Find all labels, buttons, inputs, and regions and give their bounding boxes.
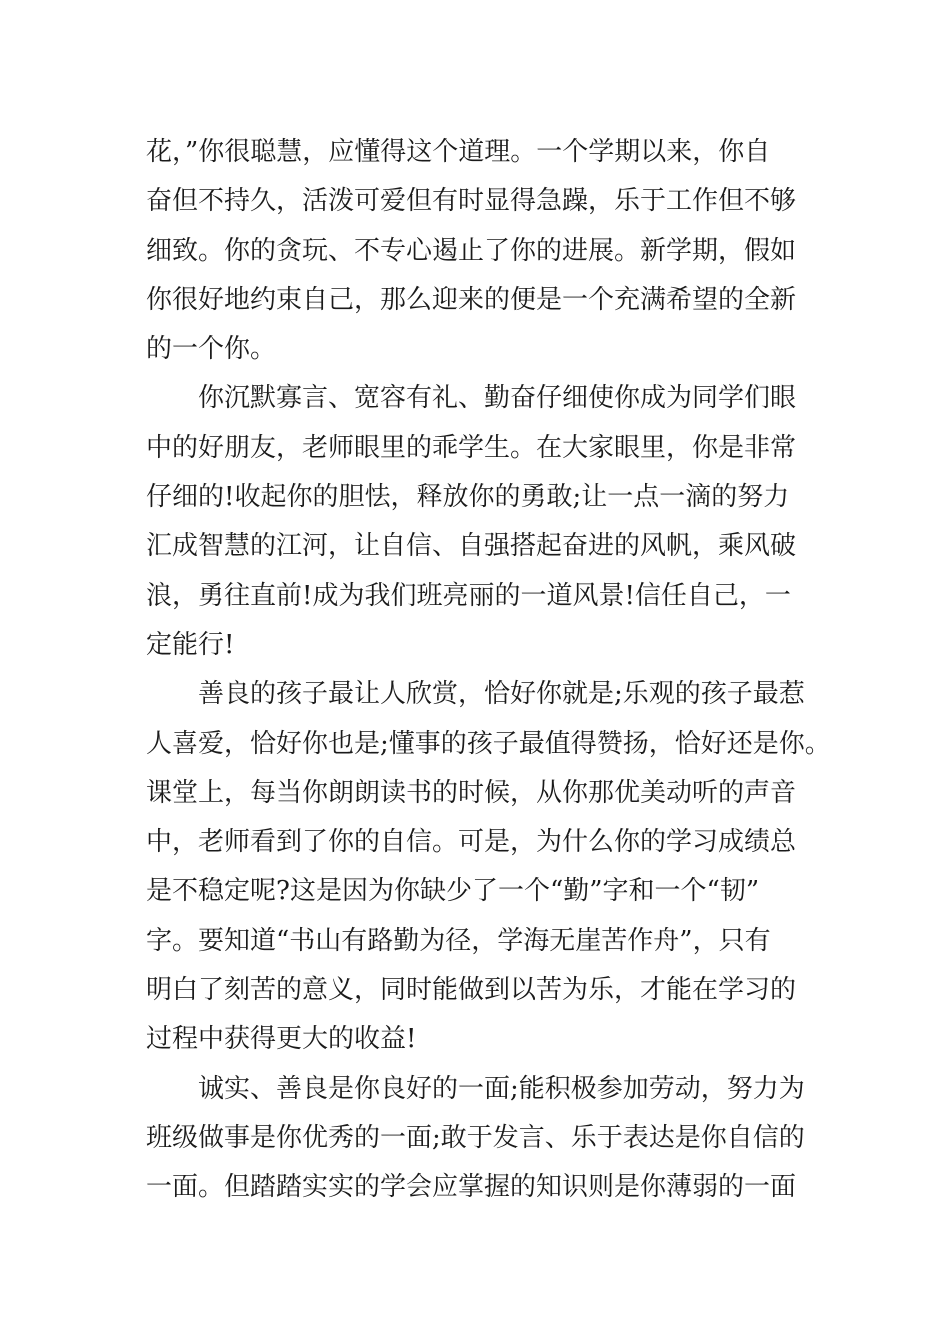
- text-line: 课堂上，每当你朗朗读书的时候，从你那优美动听的声音: [146, 777, 797, 808]
- text-line: 诚实、善良是你良好的一面;能积极参加劳动，努力为: [198, 1073, 805, 1104]
- text-line: 汇成智慧的江河，让自信、自强搭起奋进的风帆，乘风破: [146, 531, 797, 562]
- text-line: 字。要知道“书山有路勤为径，学海无崖苦作舟”，只有: [146, 925, 771, 956]
- text-line: 花，”你很聪慧，应懂得这个道理。一个学期以来，你自: [146, 137, 771, 167]
- text-line: 细致。你的贪玩、不专心遏止了你的进展。新学期，假如: [146, 235, 797, 266]
- text-line: 中，老师看到了你的自信。可是，为什么你的学习成绩总: [146, 827, 797, 858]
- text-line: 你沉默寡言、宽容有礼、勤奋仔细使你成为同学们眼: [198, 383, 797, 414]
- text-line: 中的好朋友，老师眼里的乖学生。在大家眼里，你是非常: [146, 432, 797, 463]
- text-line: 浪，勇往直前!成为我们班亮丽的一道风景!信任自己，一: [146, 580, 791, 611]
- text-line: 善良的孩子最让人欣赏，恰好你就是;乐观的孩子最惹: [198, 679, 805, 710]
- document-body: [146, 128, 831, 1213]
- text-line: 明白了刻苦的意义，同时能做到以苦为乐，才能在学习的: [146, 975, 797, 1006]
- text-line: 奋但不持久，活泼可爱但有时显得急躁，乐于工作但不够: [146, 186, 797, 217]
- text-line: 是不稳定呢?这是因为你缺少了一个“勤”字和一个“韧”: [146, 876, 760, 907]
- text-line: 一面。但踏踏实实的学会应掌握的知识则是你薄弱的一面: [146, 1172, 797, 1203]
- text-line: 定能行!: [146, 629, 235, 660]
- text-line: 人喜爱，恰好你也是;懂事的孩子最值得赞扬，恰好还是你。: [146, 728, 831, 759]
- text-line: 班级做事是你优秀的一面;敢于发言、乐于表达是你自信的: [146, 1122, 805, 1153]
- text-line: 的一个你。: [146, 334, 277, 365]
- text-line: 你很好地约束自己，那么迎来的便是一个充满希望的全新: [146, 284, 797, 315]
- text-line: 过程中获得更大的收益!: [146, 1024, 417, 1055]
- text-line: 仔细的!收起你的胆怯，释放你的勇敢;让一点一滴的努力: [146, 482, 790, 513]
